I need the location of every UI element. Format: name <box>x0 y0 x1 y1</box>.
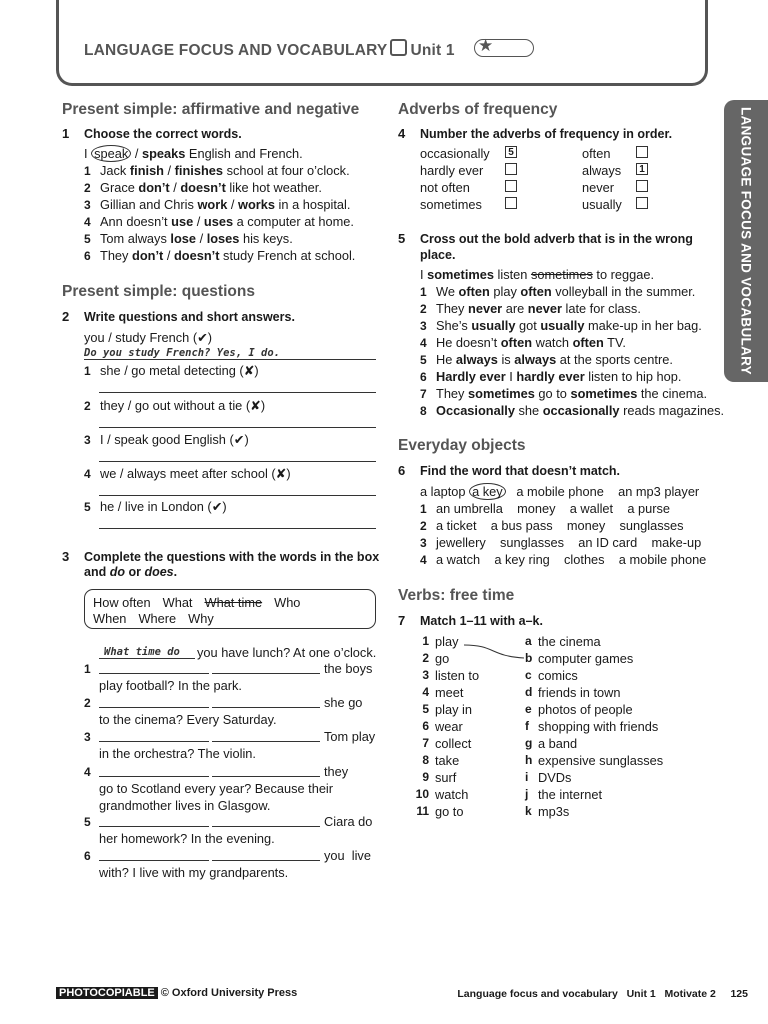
header-unit: Unit 1 <box>410 42 455 59</box>
item-number: 4 <box>422 685 429 699</box>
exercise-instruction: Choose the correct words. <box>84 127 242 141</box>
answer-line <box>99 776 209 777</box>
item-text: a watch a key ring clothes a mobile phone <box>436 552 707 567</box>
list-item <box>84 398 265 414</box>
example-line: I sometimes listen sometimes to reggae. <box>420 267 655 282</box>
item-number: 6 <box>420 370 427 384</box>
item-number: 3 <box>84 730 91 744</box>
exercise-instruction: Write questions and short answers. <box>84 310 295 324</box>
item-text: Grace don’t / doesn’t like hot weather. <box>100 180 322 195</box>
section-title-verbs-free-time: Verbs: free time <box>398 587 515 604</box>
item-text: They sometimes go to sometimes the cinema. <box>436 386 708 401</box>
list-item <box>420 369 681 384</box>
item-letter: i <box>525 770 529 784</box>
item-text: the boys <box>324 661 373 676</box>
publisher: © Oxford University Press <box>160 987 298 999</box>
item-text: go to Scotland every year? Because their <box>99 781 334 796</box>
item-letter: k <box>525 804 532 818</box>
item-text: Tom play <box>324 729 376 744</box>
handwritten-example-answer: Do you study French? Yes, I do. <box>84 347 280 359</box>
item-text: a ticket a bus pass money sunglasses <box>436 518 684 533</box>
item-text: Ann doesn’t use / uses a computer at home. <box>100 214 354 229</box>
list-item <box>420 552 706 567</box>
answer-box <box>505 180 517 192</box>
item-letter: j <box>525 787 529 801</box>
item-number: 5 <box>420 353 427 367</box>
item-number: 1 <box>84 364 91 378</box>
list-item <box>84 231 293 246</box>
answer-line <box>99 495 376 496</box>
answer-line <box>212 741 320 742</box>
item-text: he / live in London (✔) <box>100 499 227 514</box>
answer-box <box>636 180 648 192</box>
word-box-word: Who <box>274 595 301 610</box>
item-number: 4 <box>420 336 427 350</box>
answer-line <box>99 673 209 674</box>
item-number: 7 <box>420 387 427 401</box>
circled-answer: a key <box>469 483 506 500</box>
answer-line <box>99 658 195 659</box>
item-number: 1 <box>420 285 427 299</box>
item-number: 6 <box>422 719 429 733</box>
photocopiable-label: PHOTOCOPIABLE <box>56 987 158 999</box>
item-number: 3 <box>420 319 427 333</box>
item-number: 4 <box>84 215 91 229</box>
match-right-item: expensive sunglasses <box>538 753 664 768</box>
item-letter: h <box>525 753 533 767</box>
item-number: 1 <box>422 634 429 648</box>
answer-line <box>84 359 376 360</box>
list-item <box>84 499 227 515</box>
exercise-instruction: Match 1–11 with a–k. <box>420 614 543 628</box>
answer-box <box>505 163 517 175</box>
word-box-row <box>93 611 226 626</box>
adverb-label: never <box>582 180 615 195</box>
adverb-label: often <box>582 146 611 161</box>
word-box <box>84 589 376 629</box>
item-text: They don’t / doesn’t study French at school. <box>100 248 356 263</box>
item-letter: b <box>525 651 533 665</box>
item-text: Tom always lose / loses his keys. <box>100 231 293 246</box>
answer-box: 1 <box>636 163 648 175</box>
item-number: 6 <box>84 849 91 863</box>
example-line: a laptop a key a mobile phone an mp3 player <box>420 484 700 499</box>
match-left-item: go <box>435 651 450 666</box>
item-number: 5 <box>84 815 91 829</box>
item-number: 2 <box>84 181 91 195</box>
match-right-item: comics <box>538 668 578 683</box>
item-text: to the cinema? Every Saturday. <box>99 712 277 727</box>
exercise-number: 6 <box>398 463 406 478</box>
item-text: in the orchestra? The violin. <box>99 746 256 761</box>
item-number: 3 <box>84 433 91 447</box>
square-icon <box>390 39 407 56</box>
answer-line <box>99 461 376 462</box>
adverb-label: usually <box>582 197 622 212</box>
section-title-questions: Present simple: questions <box>62 283 255 300</box>
answer-line <box>212 673 320 674</box>
item-text: He doesn’t often watch often TV. <box>436 335 626 350</box>
exercise-instruction-line2: and do or does. <box>84 565 178 579</box>
item-number: 4 <box>84 467 91 481</box>
item-text: I / speak good English (✔) <box>100 432 249 447</box>
side-tab-label: LANGUAGE FOCUS AND VOCABULARY <box>738 107 754 375</box>
example-line: you / study French (✔) <box>84 330 213 345</box>
item-number: 9 <box>422 770 429 784</box>
example-line: I speak / speaks English and French. <box>84 146 303 161</box>
item-number: 5 <box>84 232 91 246</box>
match-right-item: DVDs <box>538 770 572 785</box>
exercise-number: 7 <box>398 613 406 628</box>
example-line: you have lunch? At one o’clock. <box>197 645 377 660</box>
item-number: 1 <box>420 502 427 516</box>
answer-line <box>212 707 320 708</box>
adverb-label: not often <box>420 180 470 195</box>
match-left-item: take <box>435 753 460 768</box>
circled-answer: speak <box>91 145 131 162</box>
item-text: an umbrella money a wallet a purse <box>436 501 671 516</box>
list-item <box>420 352 673 367</box>
match-left-item: surf <box>435 770 457 785</box>
match-left-item: play in <box>435 702 472 717</box>
page-number: 125 <box>730 988 748 1000</box>
match-right-item: the internet <box>538 787 603 802</box>
item-number: 8 <box>422 753 429 767</box>
list-item <box>420 403 724 418</box>
section-title-everyday-objects: Everyday objects <box>398 437 526 454</box>
answer-line <box>99 860 209 861</box>
item-number: 3 <box>420 536 427 550</box>
item-number: 10 <box>415 787 429 801</box>
word-box-word: When <box>93 611 127 626</box>
item-number: 4 <box>420 553 427 567</box>
item-text: she go <box>324 695 363 710</box>
match-left-item: collect <box>435 736 472 751</box>
match-right-item: mp3s <box>538 804 570 819</box>
answer-line <box>99 427 376 428</box>
item-text: They never are never late for class. <box>436 301 641 316</box>
answer-line <box>212 776 320 777</box>
match-connector-line <box>460 638 533 665</box>
answer-box <box>636 197 648 209</box>
list-item <box>84 214 354 229</box>
exercise-instruction: Complete the questions with the words in the box <box>84 550 380 564</box>
item-number: 8 <box>420 404 427 418</box>
item-text: they / go out without a tie (✘) <box>100 398 266 413</box>
item-letter: d <box>525 685 533 699</box>
match-right-item: photos of people <box>538 702 633 717</box>
answer-line <box>99 528 376 529</box>
match-left-item: watch <box>435 787 469 802</box>
list-item <box>420 335 626 350</box>
item-letter: a <box>525 634 532 648</box>
item-letter: g <box>525 736 533 750</box>
page-header <box>84 39 455 60</box>
item-letter: f <box>525 719 529 733</box>
item-text: Gillian and Chris work / works in a hospital. <box>100 197 351 212</box>
item-text: play football? In the park. <box>99 678 242 693</box>
word-box-word: What <box>162 595 193 610</box>
item-number: 2 <box>420 302 427 316</box>
item-number: 2 <box>84 696 91 710</box>
exercise-number: 4 <box>398 126 406 141</box>
exercise-instruction-line2: place. <box>420 248 456 262</box>
answer-box <box>505 197 517 209</box>
word-box-word: How often <box>93 595 151 610</box>
item-number: 6 <box>84 249 91 263</box>
adverb-label: occasionally <box>420 146 490 161</box>
list-item <box>84 197 350 212</box>
exercise-instruction: Number the adverbs of frequency in order. <box>420 127 673 141</box>
item-text: She’s usually got usually make-up in her bag. <box>436 318 702 333</box>
star-icon: ★ <box>478 36 494 55</box>
item-text: you live <box>324 848 371 863</box>
struck-word: sometimes <box>530 267 593 282</box>
answer-box: 5 <box>505 146 517 158</box>
match-right-item: shopping with friends <box>538 719 659 734</box>
item-number: 5 <box>422 702 429 716</box>
item-text: with? I live with my grandparents. <box>99 865 289 880</box>
handwritten-example-answer: What time do <box>104 646 180 658</box>
item-number: 7 <box>422 736 429 750</box>
item-text: We often play often volleyball in the summer. <box>436 284 696 299</box>
item-letter: c <box>525 668 532 682</box>
section-title-adverbs: Adverbs of frequency <box>398 101 558 118</box>
item-text: Jack finish / finishes school at four o’clock. <box>100 163 350 178</box>
answer-box <box>636 146 648 158</box>
item-number: 2 <box>420 519 427 533</box>
list-item <box>420 318 702 333</box>
item-text: her homework? In the evening. <box>99 831 275 846</box>
item-number: 3 <box>422 668 429 682</box>
match-right-item: computer games <box>538 651 634 666</box>
item-text: Hardly ever I hardly ever listen to hip hop. <box>436 369 682 384</box>
side-tab <box>724 100 768 382</box>
item-text: He always is always at the sports centre. <box>436 352 673 367</box>
item-number: 2 <box>422 651 429 665</box>
match-right-item: the cinema <box>538 634 601 649</box>
list-item <box>84 163 350 178</box>
exercise-number: 3 <box>62 549 70 564</box>
footer-right: Language focus and vocabulary Unit 1 Motivate 2 125 <box>457 988 748 1000</box>
match-left-item: play <box>435 634 459 649</box>
section-title-present-simple: Present simple: affirmative and negative <box>62 101 360 118</box>
list-item <box>420 386 707 401</box>
answer-line <box>99 826 209 827</box>
item-number: 1 <box>84 662 91 676</box>
list-item <box>84 180 322 195</box>
exercise-number: 2 <box>62 309 70 324</box>
word-box-word: What time <box>204 595 263 610</box>
word-box-word: Why <box>188 611 214 626</box>
word-box-word: Where <box>138 611 177 626</box>
answer-line <box>212 860 320 861</box>
match-right-item: friends in town <box>538 685 621 700</box>
exercise-number: 5 <box>398 231 406 246</box>
header-title: LANGUAGE FOCUS AND VOCABULARY <box>84 42 388 59</box>
answer-line <box>212 826 320 827</box>
adverb-label: sometimes <box>420 197 482 212</box>
list-item <box>84 248 355 263</box>
match-left-item: listen to <box>435 668 480 683</box>
item-number: 1 <box>84 164 91 178</box>
match-left-item: meet <box>435 685 464 700</box>
item-number: 2 <box>84 399 91 413</box>
item-text: she / go metal detecting (✘) <box>100 363 259 378</box>
item-number: 3 <box>84 198 91 212</box>
item-text: Occasionally she occasionally reads magazines. <box>436 403 725 418</box>
footer-left <box>56 987 297 999</box>
answer-line <box>99 707 209 708</box>
adverb-label: hardly ever <box>420 163 484 178</box>
item-number: 5 <box>84 500 91 514</box>
list-item <box>84 466 291 482</box>
item-text: grandmother lives in Glasgow. <box>99 798 271 813</box>
list-item <box>420 535 701 550</box>
item-text: jewellery sunglasses an ID card make-up <box>436 535 702 550</box>
star-rating-pill <box>474 36 534 57</box>
item-number: 11 <box>416 804 429 818</box>
list-item <box>84 432 249 448</box>
match-right-item: a band <box>538 736 578 751</box>
exercise-number: 1 <box>62 126 70 141</box>
exercise-instruction: Find the word that doesn’t match. <box>420 464 620 478</box>
list-item <box>420 301 641 316</box>
match-left-item: go to <box>435 804 464 819</box>
item-number: 4 <box>84 765 91 779</box>
item-text: they <box>324 764 349 779</box>
item-text: Ciara do <box>324 814 373 829</box>
exercise-instruction: Cross out the bold adverb that is in the wrong <box>420 232 693 246</box>
answer-line <box>99 392 376 393</box>
list-item <box>420 501 670 516</box>
answer-line <box>99 741 209 742</box>
list-item <box>84 363 259 379</box>
word-box-row <box>93 595 312 610</box>
list-item <box>420 518 684 533</box>
list-item <box>420 284 695 299</box>
match-left-item: wear <box>435 719 463 734</box>
adverb-label: always <box>582 163 622 178</box>
item-text: we / always meet after school (✘) <box>100 466 291 481</box>
item-letter: e <box>525 702 532 716</box>
